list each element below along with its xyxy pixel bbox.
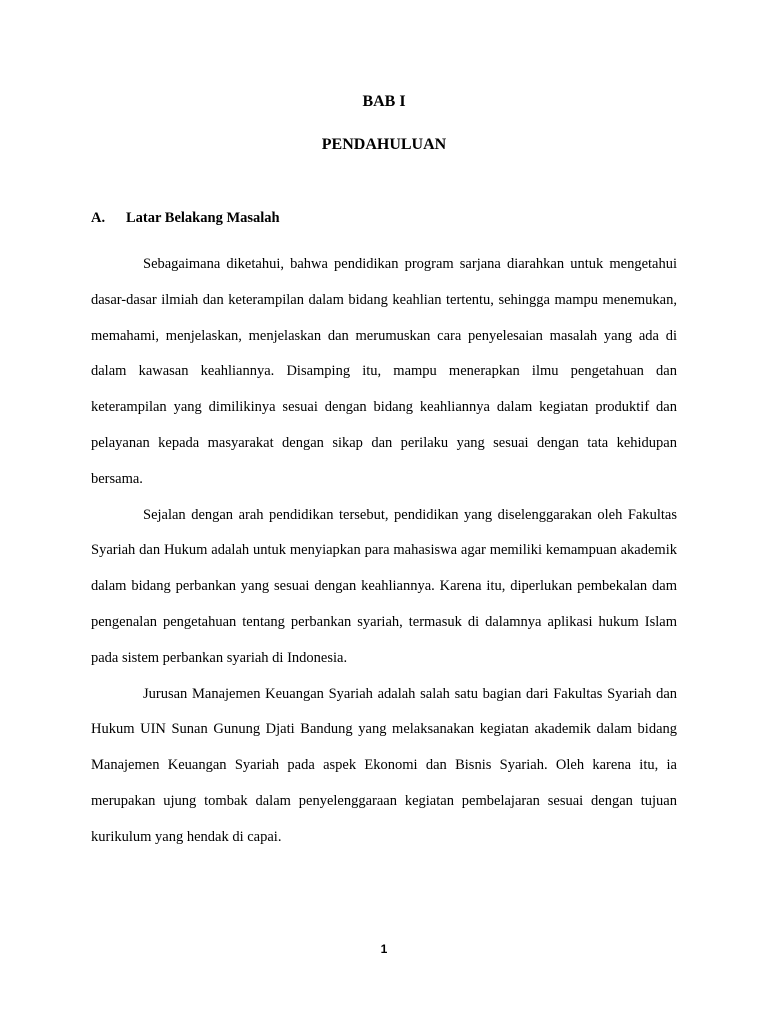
paragraph-1: Sebagaimana diketahui, bahwa pendidikan program sarjana diarahkan untuk mengetahui dasar-dasar ilmiah dan keterampilan dalam bidang keahlian tertentu, sehingga mampu menemukan, memahami, menjelaskan, menjelaskan dan merumuskan cara penyelesaian masalah yang ada di dalam kawasan keahliannya. Disamping itu, mampu menerapkan ilmu pengetahuan dan keterampilan yang dimilikinya sesuai dengan bidang keahliannya dalam kegiatan produktif dan pelayanan kepada masyarakat dengan sikap dan perilaku yang sesuai dengan tata kehidupan bersama. [91, 256, 677, 487]
chapter-title: PENDAHULUAN [321, 136, 447, 153]
chapter-number: BAB I [362, 93, 406, 110]
paragraph-3: Jurusan Manajemen Keuangan Syariah adalah salah satu bagian dari Fakultas Syariah dan Hukum UIN Sunan Gunung Djati Bandung yang melaksanakan kegiatan akademik dalam bidang Manajemen Keuangan Syariah pada aspek Ekonomi dan Bisnis Syariah. Oleh karena itu, ia merupakan ujung tombak dalam penyelenggaraan kegiatan pembelajaran sesuai dengan tujuan kurikulum yang hendak di capai. [91, 685, 677, 845]
body-text [91, 247, 677, 856]
page-number: 1 [380, 942, 388, 956]
paragraph-2: Sejalan dengan arah pendidikan tersebut, pendidikan yang diselenggarakan oleh Fakultas Syariah dan Hukum adalah untuk menyiapkan para mahasiswa agar memiliki kemampuan akademik dalam bidang perbankan yang sesuai dengan keahliannya. Karena itu, diperlukan pembekalan dam pengenalan pengetahuan tentang perbankan syariah, termasuk di dalamnya aplikasi hukum Islam pada sistem perbankan syariah di Indonesia. [91, 506, 677, 666]
section-heading [91, 210, 280, 227]
section-letter: A. [91, 210, 106, 226]
section-title: Latar Belakang Masalah [126, 210, 280, 226]
